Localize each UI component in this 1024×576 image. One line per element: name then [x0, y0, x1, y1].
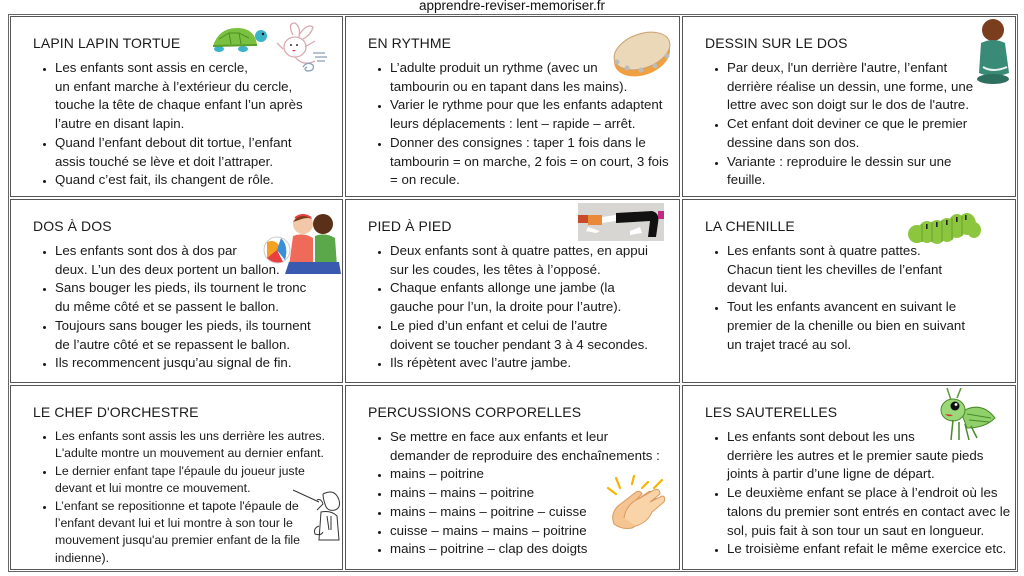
list-item: [55, 59, 303, 134]
line: • cuisse – mains – mains – poitrine: [390, 522, 587, 538]
card-dessin-sur-le-dos: [682, 16, 1016, 197]
line: assis touché se lève et doit l’attraper.: [55, 153, 274, 169]
turtle-icon: [209, 25, 269, 55]
line: joints à partir d’une ligne de départ.: [727, 466, 935, 482]
card-title: EN RYTHME: [368, 35, 452, 51]
line: • L’adulte produit un rythme (avec un: [390, 60, 598, 75]
list-item: [55, 354, 311, 373]
line: l’autre en disant lapin.: [55, 116, 185, 132]
list-item: [390, 242, 648, 279]
line: • mains – poitrine: [390, 466, 484, 482]
card-title: DOS À DOS: [33, 218, 112, 234]
line: leurs déplacements : lent – rapide – arrêt.: [390, 116, 636, 132]
line: • Le troisième enfant refait le même exercice etc.: [727, 541, 1007, 557]
list-item: [55, 463, 325, 498]
line: • Quand c’est fait, ils changent de rôle.: [55, 172, 274, 188]
line: • mains – poitrine – clap des doigts: [390, 541, 588, 557]
line: • Les enfants sont assis les uns derrière les autres.: [55, 429, 325, 443]
card-title: LAPIN LAPIN TORTUE: [33, 35, 181, 51]
line: • Cet enfant doit deviner ce que le premier: [727, 116, 968, 132]
list-item: [55, 171, 303, 190]
line: de l’autre côté et se repassent le ballon.: [55, 336, 291, 352]
line: Chacun tient les chevilles de l’enfant: [727, 261, 943, 277]
instruction-list: [705, 242, 965, 354]
instruction-list: [368, 59, 669, 190]
list-item: [727, 540, 1010, 559]
line: l’enfant devant lui et lui montre à son tour le: [55, 516, 293, 531]
list-item: [390, 484, 660, 503]
instruction-list: [33, 242, 311, 373]
instruction-list: [368, 428, 660, 559]
line: demander de reproduire des enchaînements :: [390, 447, 660, 463]
card-title: LE CHEF D'ORCHESTRE: [33, 404, 199, 420]
line: dessine dans son dos.: [727, 134, 860, 150]
line: • Les enfants sont assis en cercle,: [55, 60, 248, 75]
line: • Les enfants sont dos à dos par: [55, 243, 237, 258]
line: • Le pied d’un enfant et celui de l’autre: [390, 317, 608, 333]
card-title: LA CHENILLE: [705, 218, 795, 234]
line: • mains – mains – poitrine: [390, 485, 535, 501]
line: • Ils répètent avec l’autre jambe.: [390, 355, 572, 371]
list-item: [727, 153, 973, 190]
list-item: [55, 428, 325, 463]
line: • L’enfant se repositionne et tapote l'épaule de: [55, 498, 299, 513]
line: • Les enfants sont debout les uns: [727, 429, 915, 444]
feet-touching-photo-icon: [578, 203, 664, 241]
line: mouvement jusqu'au premier enfant de la file: [55, 533, 301, 548]
list-item: [390, 96, 669, 133]
instruction-list: [368, 242, 648, 373]
list-item: [390, 59, 669, 96]
line: • Le dernier enfant tape l'épaule du joueur juste: [55, 463, 305, 478]
line: deux. L’un des deux portent un ballon.: [55, 261, 280, 277]
list-item: [390, 354, 648, 373]
list-item: [390, 317, 648, 354]
line: • Tout les enfants avancent en suivant le: [727, 299, 957, 315]
child-from-back-icon: [975, 17, 1011, 85]
line: • Sans bouger les pieds, ils tournent le tronc: [55, 280, 307, 296]
line: touche la tête de chaque enfant l’un après: [55, 97, 303, 113]
line: • Le deuxième enfant se place à l’endroit où les: [727, 485, 998, 501]
line: • Variante : reproduire le dessin sur une: [727, 153, 952, 169]
list-item: [727, 242, 965, 298]
list-item: [390, 503, 660, 522]
list-item: [390, 465, 660, 484]
line: devant et lui montre ce mouvement.: [55, 481, 251, 496]
line: • Quand l’enfant debout dit tortue, l’enfant: [55, 134, 292, 150]
line: lettre avec son doigt sur le dos de l'autre.: [727, 97, 970, 113]
list-item: [727, 115, 973, 152]
card-title: LES SAUTERELLES: [705, 404, 838, 420]
line: doivent se toucher pendant 3 à 4 secondes.: [390, 336, 648, 352]
line: • Les enfants sont à quatre pattes.: [727, 243, 921, 258]
line: • Par deux, l'un derrière l'autre, l’enfant: [727, 60, 948, 75]
line: • Se mettre en face aux enfants et leur: [390, 429, 609, 444]
card-dos-a-dos: [10, 199, 343, 383]
line: du même côté et se passent le ballon.: [55, 299, 279, 315]
line: • Chaque enfants allonge une jambe (la: [390, 280, 615, 296]
site-header: apprendre-reviser-memoriser.fr: [418, 0, 606, 13]
line: • mains – mains – poitrine – cuisse: [390, 503, 587, 519]
list-item: [727, 298, 965, 354]
line: • Deux enfants sont à quatre pattes, en appui: [390, 243, 648, 258]
line: sol, puis fait à son tour un saut en longueur.: [727, 522, 985, 538]
card-les-sauterelles: [682, 385, 1016, 570]
line: devant lui.: [727, 280, 788, 296]
list-item: [390, 540, 660, 559]
list-item: [727, 59, 973, 115]
line: = on recule.: [390, 172, 460, 188]
card-la-chenille: [682, 199, 1016, 383]
line: un enfant marche à l’extérieur du cercle,: [55, 78, 293, 94]
list-item: [390, 279, 648, 316]
card-lapin-lapin-tortue: [10, 16, 343, 197]
line: • Donner des consignes : taper 1 fois dans le: [390, 134, 646, 150]
card-percussions-corporelles: [345, 385, 680, 570]
instruction-list: [705, 428, 1010, 559]
card-title: PIED À PIED: [368, 218, 452, 234]
line: derrière les autres et le premier saute pieds: [727, 447, 984, 463]
card-title: PERCUSSIONS CORPORELLES: [368, 404, 582, 420]
card-le-chef-d-orchestre: [10, 385, 343, 570]
list-item: [727, 484, 1010, 540]
list-item: [55, 498, 325, 568]
instruction-list: [33, 428, 325, 567]
list-item: [390, 134, 669, 190]
list-item: [55, 134, 303, 171]
line: derrière réalise un dessin, une forme, une: [727, 78, 974, 94]
line: • Varier le rythme pour que les enfants adaptent: [390, 97, 663, 113]
line: tambourin = on marche, 2 fois = on court, 3 fois: [390, 153, 669, 169]
activity-cards-grid: [8, 14, 1018, 572]
card-title: DESSIN SUR LE DOS: [705, 35, 848, 51]
instruction-list: [33, 59, 303, 190]
line: indienne).: [55, 550, 110, 565]
line: sur les coudes, les têtes à l’opposé.: [390, 261, 601, 277]
list-item: [390, 428, 660, 465]
instruction-list: [705, 59, 973, 190]
list-item: [55, 242, 311, 279]
line: tambourin ou en tapant dans les mains).: [390, 78, 628, 94]
line: • Toujours sans bouger les pieds, ils tournent: [55, 317, 311, 333]
line: un trajet tracé au sol.: [727, 336, 852, 352]
card-pied-a-pied: [345, 199, 680, 383]
line: • Ils recommencent jusqu’au signal de fin.: [55, 355, 292, 371]
list-item: [55, 317, 311, 354]
line: talons du premier sont entrés en contact avec le: [727, 503, 1011, 519]
list-item: [727, 428, 1010, 484]
line: premier de la chenille ou bien en suivant: [727, 317, 966, 333]
line: L'adulte montre un mouvement au dernier enfant.: [55, 446, 324, 461]
list-item: [55, 279, 311, 316]
card-en-rythme: [345, 16, 680, 197]
list-item: [390, 522, 660, 541]
line: gauche pour l’un, la droite pour l’autre).: [390, 299, 622, 315]
line: feuille.: [727, 172, 766, 188]
